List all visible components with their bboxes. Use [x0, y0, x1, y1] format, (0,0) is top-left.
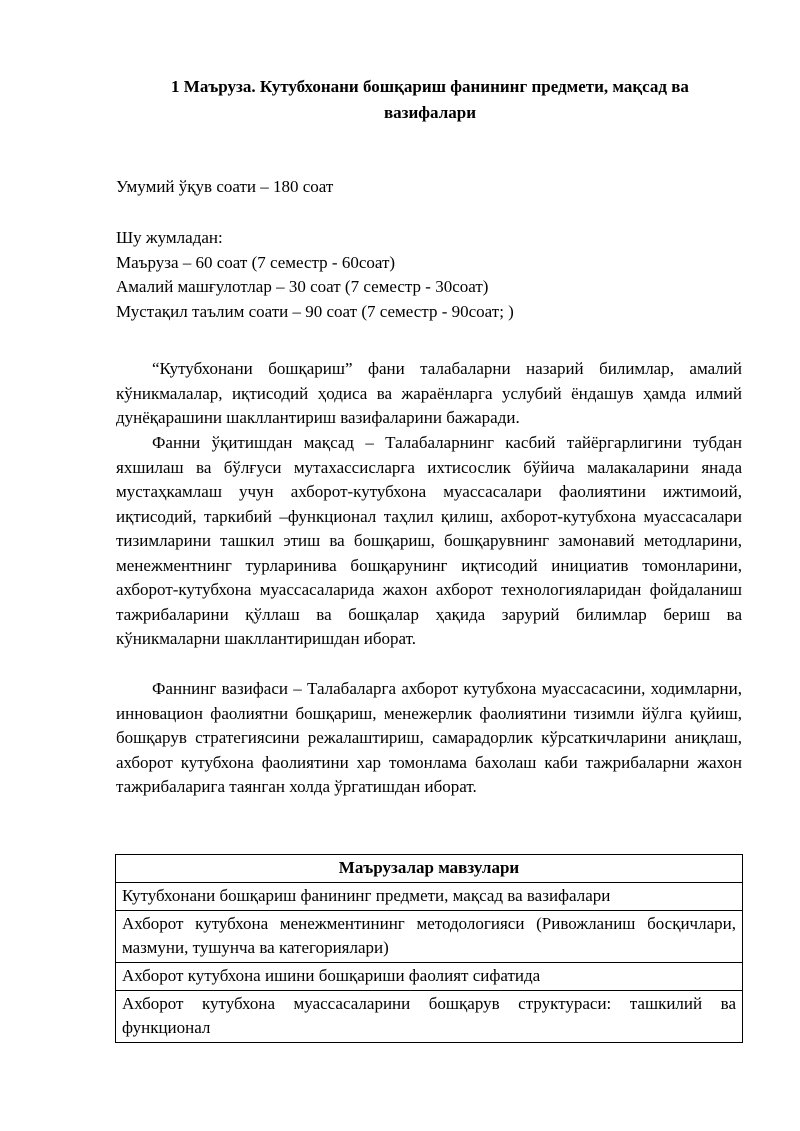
table-header: Маърузалар мавзулари — [116, 855, 743, 883]
table-cell-topic-1: Кутубхонани бошқариш фанининг предмети, мақсад ва вазифалари — [116, 883, 743, 911]
table-cell-topic-4: Ахборот кутубхона муассасаларини бошқарув структураси: ташкилий ва функционал — [116, 991, 743, 1043]
paragraph-tasks: Фаннинг вазифаси – Талабаларга ахборот кутубхона муассасасини, ходимларни, инновацион фаолиятни бошқариш, менежерлик фаолиятини тизимли йўлга қуйиш, бошқарув стратегиясини режалаштириш, самарадорлик кўрсаткичларини аниқлаш, ахборот кутубхона фаолиятини хар томонлама бахолаш каби тажрибаларни жахон тажрибаларига таянган холда ўргатишдан иборат. — [116, 679, 742, 796]
table-cell-topic-3: Ахборот кутубхона ишини бошқариши фаолият сифатида — [116, 963, 743, 991]
paragraph-intro: “Кутубхонани бошқариш” фани талабаларни назарий билимлар, амалий кўникмалалар, иқтисодий ҳодиса ва жараёнларга услубий ёндашув ҳамда илмий дунёқарашини шакллантириш вазифаларини бажаради. — [116, 359, 742, 427]
table-row — [116, 963, 743, 991]
hours-lecture: Маъруза – 60 соат (7 семестр - 60соат) — [116, 253, 396, 272]
table-header-row — [116, 855, 743, 883]
lecture-topics-table — [115, 854, 743, 1043]
table-cell-topic-2: Ахборот кутубхона менежментининг методологияси (Ривожланиш босқичлари, мазмуни, тушунча ва категориялари) — [116, 911, 743, 963]
including-label: Шу жумладан: — [116, 228, 223, 247]
table-row — [116, 911, 743, 963]
total-hours: Умумий ўқув соати – 180 соат — [116, 177, 334, 196]
table-row — [116, 883, 743, 911]
lecture-title: 1 Маъруза. Кутубхонани бошқариш фанининг предмети, мақсад ва вазифалари — [171, 77, 689, 122]
paragraph-goal: Фанни ўқитишдан мақсад – Талабаларнинг касбий тайёргарлигини тубдан яхшилаш ва бўлғуси мутахассисларга ихтисослик бўйича малакаларини янада мустаҳкамлаш учун ахборот-кутубхона муассасалари фаолиятини ижтимоий, иқтисодий, таркибий –функционал таҳлил қилиш, ахборот-кутубхона муассасалари тизимларини ташкил этиш ва бошқариш, бошқарувнинг замонавий методларини, менежментнинг турларинива бошқарунинг иқтисодий инициатив томонларини, ахборот-кутубхона муассасаларида жахон ахборот технологияларидан фойдаланиш тажрибаларини қўллаш ва бошқалар ҳақида зарурий билимлар бериш ва кўникмаларни шакллантиришдан иборат. — [116, 433, 742, 648]
hours-practical: Амалий машғулотлар – 30 соат (7 семестр - 30соат) — [116, 277, 489, 296]
hours-independent: Мустақил таълим соати – 90 соат (7 семестр - 90соат; ) — [116, 302, 514, 321]
table-row — [116, 991, 743, 1043]
